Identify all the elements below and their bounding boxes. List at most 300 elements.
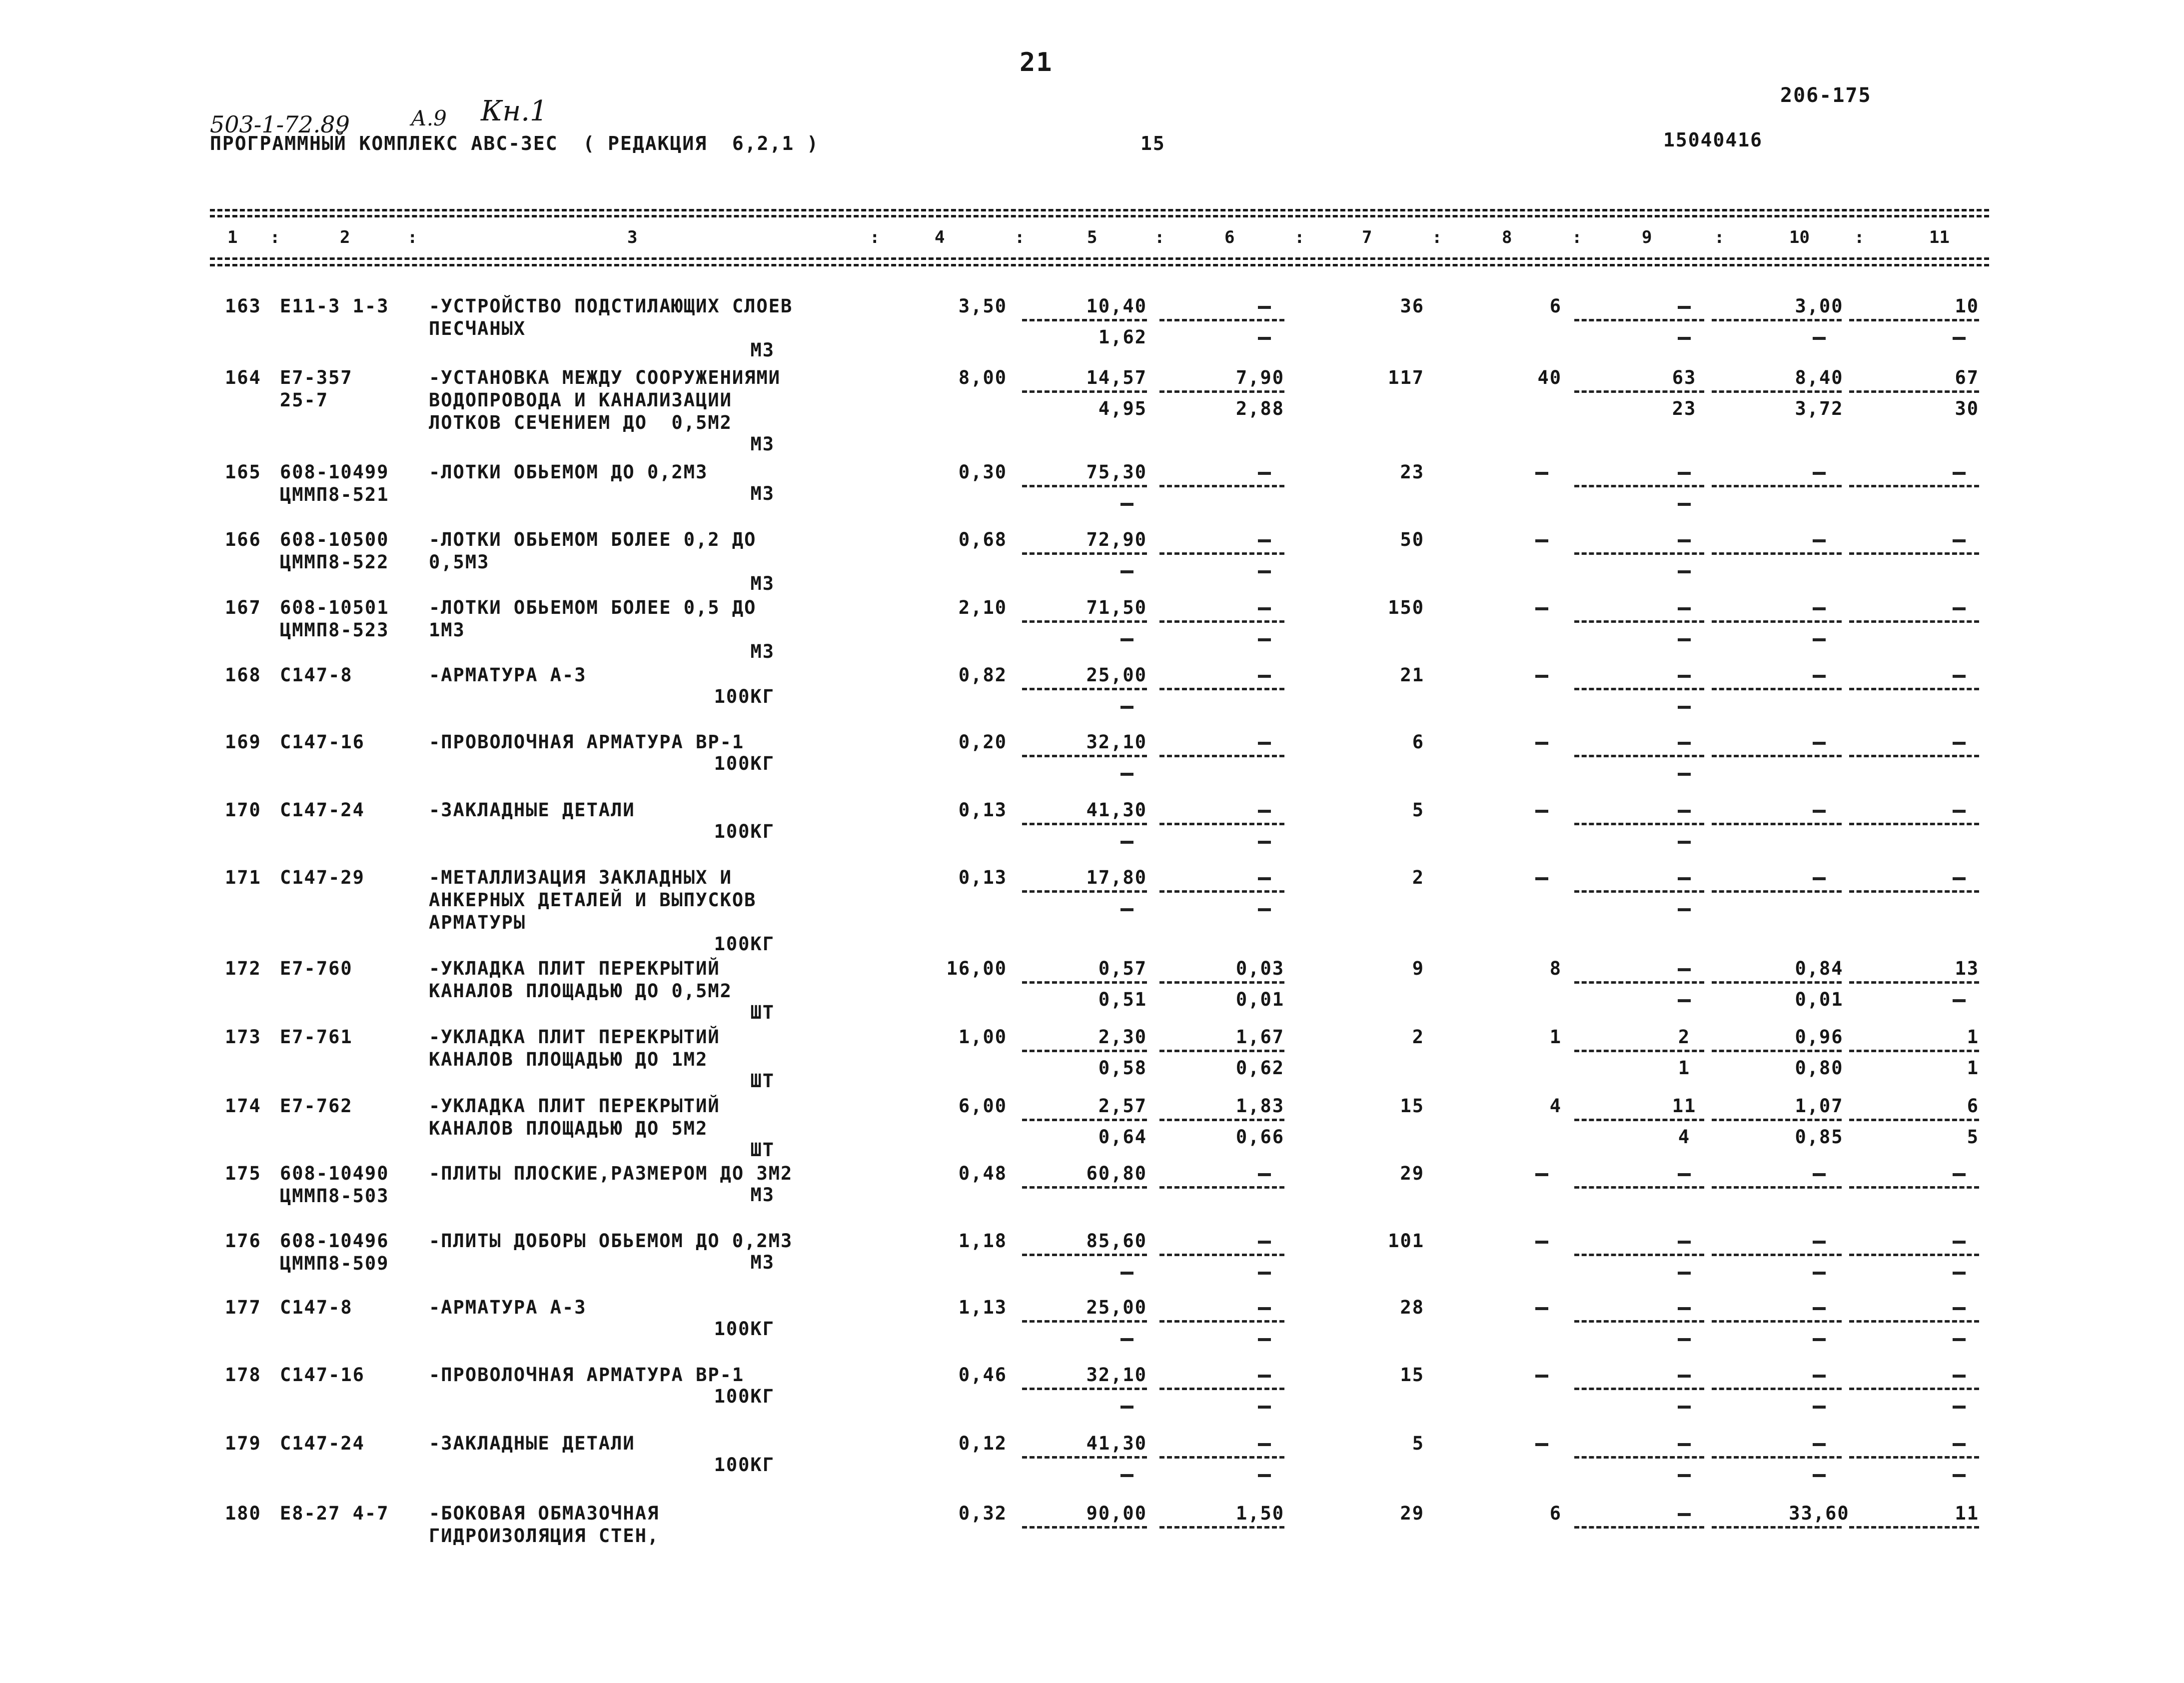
col6-sub-value: 0,66 — [1235, 1126, 1284, 1148]
col10-value: 8,40 — [1795, 367, 1844, 388]
col5-value: 2,30 — [1098, 1026, 1147, 1048]
col6-value: 1,50 — [1235, 1503, 1284, 1524]
value-underline — [1849, 1526, 1979, 1529]
col10-value-dash — [1813, 810, 1826, 813]
norm-code: 608-10499 — [280, 461, 389, 483]
col10-value: 33,60 — [1789, 1503, 1850, 1524]
norm-code: С147-24 — [280, 799, 365, 821]
row-number: 166 — [225, 529, 261, 550]
value-underline — [1159, 1320, 1284, 1323]
norm-code: Е8-27 4-7 — [280, 1503, 389, 1524]
norm-code: Е11-3 1-3 — [280, 295, 389, 317]
value-underline — [1712, 1526, 1842, 1529]
col11-value: 10 — [1955, 295, 1979, 317]
col11-value: 11 — [1955, 1503, 1979, 1524]
value-underline — [1022, 1119, 1147, 1121]
col8-value-dash — [1535, 675, 1548, 678]
col9-value: 2 — [1678, 1026, 1691, 1048]
col8-value-dash — [1535, 1307, 1548, 1310]
value-underline — [1022, 823, 1147, 825]
col11-sub-value-dash — [1953, 1474, 1966, 1477]
col8-value-dash — [1535, 1173, 1548, 1176]
col10-sub-value-dash — [1813, 1474, 1826, 1477]
col10-sub-value-dash — [1813, 337, 1826, 340]
col9-value-dash — [1678, 1443, 1691, 1446]
col8-value: 40 — [1537, 367, 1562, 388]
col4-quantity: 1,13 — [958, 1297, 1007, 1318]
col6-value-dash — [1258, 1173, 1271, 1176]
col8-value: 8 — [1549, 958, 1562, 979]
col10-value-dash — [1813, 539, 1826, 542]
col10-value: 0,84 — [1795, 958, 1844, 979]
col6-sub-value-dash — [1258, 337, 1271, 340]
col5-sub-value-dash — [1120, 1406, 1133, 1409]
unit-of-measure: М3 — [750, 433, 775, 455]
value-underline — [1712, 1254, 1842, 1256]
value-underline — [1022, 1456, 1147, 1459]
col4-quantity: 3,50 — [958, 295, 1007, 317]
col5-value: 10,40 — [1086, 295, 1147, 317]
col9-value-dash — [1678, 607, 1691, 610]
col7-value: 6 — [1412, 731, 1424, 753]
value-underline — [1574, 688, 1704, 690]
col5-value: 17,80 — [1086, 867, 1147, 888]
col4-quantity: 16,00 — [946, 958, 1007, 979]
col9-value-dash — [1678, 1173, 1691, 1176]
col11-value-dash — [1953, 1241, 1966, 1244]
col8-value: 1 — [1549, 1026, 1562, 1048]
col7-value: 21 — [1400, 664, 1424, 686]
col9-value-dash — [1678, 810, 1691, 813]
work-description: КАНАЛОВ ПЛОЩАДЬЮ ДО 5М2 — [429, 1118, 708, 1139]
col4-quantity: 0,68 — [958, 529, 1007, 550]
col9-sub-value-dash — [1678, 638, 1691, 641]
col7-value: 101 — [1388, 1230, 1424, 1252]
col6-value-dash — [1258, 306, 1271, 309]
col9-value-dash — [1678, 1241, 1691, 1244]
col5-value: 32,10 — [1086, 1364, 1147, 1386]
col5-value: 41,30 — [1086, 799, 1147, 821]
col6-value: 1,83 — [1235, 1095, 1284, 1117]
norm-code: 608-10501 — [280, 597, 389, 618]
row-number: 173 — [225, 1026, 261, 1048]
work-description: -УКЛАДКА ПЛИТ ПЕРЕКРЫТИЙ — [429, 958, 720, 979]
column-separator: : — [1015, 227, 1025, 247]
handwritten-code: 503-1-72.89 — [210, 111, 350, 138]
col9-value-dash — [1678, 1513, 1691, 1516]
col9-value-dash — [1678, 877, 1691, 880]
col9-value-dash — [1678, 539, 1691, 542]
col6-value-dash — [1258, 675, 1271, 678]
col5-sub-value: 4,95 — [1098, 398, 1147, 419]
col10-value-dash — [1813, 1241, 1826, 1244]
value-underline — [1574, 1526, 1704, 1529]
header-bottom-rule — [210, 257, 1989, 260]
program-line: ПРОГРАММНЫЙ КОМПЛЕКС АВС-3ЕС ( РЕДАКЦИЯ 6,2,1 ) — [210, 132, 820, 154]
value-underline — [1022, 1254, 1147, 1256]
col7-value: 28 — [1400, 1297, 1424, 1318]
norm-code: ЦММП8-521 — [280, 484, 389, 505]
col10-sub-value-dash — [1813, 1338, 1826, 1341]
value-underline — [1574, 1186, 1704, 1189]
col6-value-dash — [1258, 1375, 1271, 1378]
col11-value-dash — [1953, 810, 1966, 813]
col8-value-dash — [1535, 607, 1548, 610]
col6-value-dash — [1258, 1307, 1271, 1310]
norm-code: 25-7 — [280, 389, 329, 411]
value-underline — [1159, 485, 1284, 487]
value-underline — [1849, 890, 1979, 893]
value-underline — [1022, 688, 1147, 690]
value-underline — [1574, 1254, 1704, 1256]
col10-value-dash — [1813, 472, 1826, 475]
row-number: 167 — [225, 597, 261, 618]
col11-value-dash — [1953, 607, 1966, 610]
value-underline — [1849, 552, 1979, 555]
norm-code: 608-10496 — [280, 1230, 389, 1252]
value-underline — [1849, 390, 1979, 393]
value-underline — [1159, 1050, 1284, 1052]
col11-value-dash — [1953, 877, 1966, 880]
work-description: -ЛОТКИ ОБЬЕМОМ ДО 0,2М3 — [429, 461, 708, 483]
col11-value-dash — [1953, 675, 1966, 678]
column-header-2: 2 — [340, 227, 350, 247]
col6-value-dash — [1258, 472, 1271, 475]
value-underline — [1574, 552, 1704, 555]
col7-value: 29 — [1400, 1503, 1424, 1524]
unit-of-measure: 100КГ — [714, 1454, 775, 1476]
col10-value-dash — [1813, 675, 1826, 678]
norm-code: Е7-760 — [280, 958, 353, 979]
col8-value-dash — [1535, 742, 1548, 745]
column-separator: : — [270, 227, 280, 247]
value-underline — [1022, 485, 1147, 487]
col9-value-dash — [1678, 742, 1691, 745]
col7-value: 150 — [1388, 597, 1424, 618]
col5-sub-value: 0,51 — [1098, 989, 1147, 1010]
col11-sub-value-dash — [1953, 1406, 1966, 1409]
column-header-9: 9 — [1642, 227, 1652, 247]
col6-sub-value: 0,01 — [1235, 989, 1284, 1010]
value-underline — [1849, 1320, 1979, 1323]
work-description: 0,5М3 — [429, 551, 490, 573]
col11-sub-value: 5 — [1967, 1126, 1979, 1148]
value-underline — [1022, 1526, 1147, 1529]
value-underline — [1849, 1254, 1979, 1256]
col10-value-dash — [1813, 742, 1826, 745]
col8-value-dash — [1535, 810, 1548, 813]
col8-value-dash — [1535, 539, 1548, 542]
col5-value: 90,00 — [1086, 1503, 1147, 1524]
col9-sub-value-dash — [1678, 1338, 1691, 1341]
column-header-3: 3 — [627, 227, 638, 247]
col9-value-dash — [1678, 1375, 1691, 1378]
col10-value-dash — [1813, 1307, 1826, 1310]
col5-sub-value-dash — [1120, 773, 1133, 776]
value-underline — [1022, 390, 1147, 393]
col7-value: 23 — [1400, 461, 1424, 483]
col5-sub-value-dash — [1120, 1338, 1133, 1341]
col7-value: 29 — [1400, 1163, 1424, 1184]
col5-sub-value-dash — [1120, 706, 1133, 709]
column-separator: : — [407, 227, 418, 247]
col5-value: 60,80 — [1086, 1163, 1147, 1184]
value-underline — [1574, 1388, 1704, 1390]
norm-code: 608-10500 — [280, 529, 389, 550]
value-underline — [1712, 620, 1842, 623]
col4-quantity: 0,48 — [958, 1163, 1007, 1184]
col4-quantity: 0,20 — [958, 731, 1007, 753]
col6-sub-value-dash — [1258, 1272, 1271, 1275]
norm-code: ЦММП8-509 — [280, 1253, 389, 1274]
row-number: 163 — [225, 295, 261, 317]
col4-quantity: 8,00 — [958, 367, 1007, 388]
col9-sub-value-dash — [1678, 1406, 1691, 1409]
column-header-11: 11 — [1929, 227, 1950, 247]
unit-of-measure: М3 — [750, 1184, 775, 1206]
row-number: 172 — [225, 958, 261, 979]
unit-of-measure: 100КГ — [714, 821, 775, 842]
value-underline — [1712, 755, 1842, 757]
col6-sub-value: 0,62 — [1235, 1057, 1284, 1079]
value-underline — [1712, 552, 1842, 555]
unit-of-measure: М3 — [750, 1252, 775, 1273]
row-number: 170 — [225, 799, 261, 821]
work-description: АНКЕРНЫХ ДЕТАЛЕЙ И ВЫПУСКОВ — [429, 889, 757, 911]
col9-value-dash — [1678, 472, 1691, 475]
col7-value: 36 — [1400, 295, 1424, 317]
row-number: 171 — [225, 867, 261, 888]
col11-sub-value: 1 — [1967, 1057, 1979, 1079]
value-underline — [1712, 981, 1842, 984]
col11-value-dash — [1953, 742, 1966, 745]
value-underline — [1712, 319, 1842, 321]
col9-sub-value-dash — [1678, 503, 1691, 506]
norm-code: ЦММП8-523 — [280, 619, 389, 641]
column-header-5: 5 — [1087, 227, 1097, 247]
col5-value: 72,90 — [1086, 529, 1147, 550]
col11-value-dash — [1953, 1375, 1966, 1378]
col10-value-dash — [1813, 1443, 1826, 1446]
col10-sub-value: 0,80 — [1795, 1057, 1844, 1079]
col6-sub-value-dash — [1258, 1474, 1271, 1477]
value-underline — [1712, 890, 1842, 893]
column-separator: : — [1154, 227, 1165, 247]
col8-value-dash — [1535, 877, 1548, 880]
norm-code: С147-8 — [280, 664, 353, 686]
column-separator: : — [1294, 227, 1305, 247]
col8-value: 4 — [1549, 1095, 1562, 1117]
unit-of-measure: М3 — [750, 641, 775, 662]
value-underline — [1022, 1388, 1147, 1390]
value-underline — [1022, 1320, 1147, 1323]
row-number: 168 — [225, 664, 261, 686]
value-underline — [1849, 688, 1979, 690]
unit-of-measure: М3 — [750, 483, 775, 504]
col11-value: 6 — [1967, 1095, 1979, 1117]
col6-sub-value-dash — [1258, 908, 1271, 911]
value-underline — [1574, 390, 1704, 393]
col10-value-dash — [1813, 877, 1826, 880]
work-description: -УСТАНОВКА МЕЖДУ СООРУЖЕНИЯМИ — [429, 367, 781, 388]
work-description: -АРМАТУРА А-3 — [429, 1297, 587, 1318]
page-number: 21 — [1020, 47, 1053, 77]
norm-code: 608-10490 — [280, 1163, 389, 1184]
value-underline — [1159, 620, 1284, 623]
col11-value-dash — [1953, 1307, 1966, 1310]
col4-quantity: 0,13 — [958, 799, 1007, 821]
value-underline — [1159, 552, 1284, 555]
col10-sub-value-dash — [1813, 1406, 1826, 1409]
value-underline — [1574, 620, 1704, 623]
col4-quantity: 1,00 — [958, 1026, 1007, 1048]
unit-of-measure: ШТ — [750, 1002, 775, 1023]
col7-value: 5 — [1412, 799, 1424, 821]
col6-sub-value-dash — [1258, 1406, 1271, 1409]
col8-value-dash — [1535, 472, 1548, 475]
col8-value-dash — [1535, 1241, 1548, 1244]
value-underline — [1574, 890, 1704, 893]
value-underline — [1159, 319, 1284, 321]
col4-quantity: 0,46 — [958, 1364, 1007, 1386]
unit-of-measure: 100КГ — [714, 933, 775, 955]
col9-value-dash — [1678, 968, 1691, 971]
col6-value-dash — [1258, 877, 1271, 880]
value-underline — [1022, 755, 1147, 757]
norm-code: С147-16 — [280, 1364, 365, 1386]
col8-value: 6 — [1549, 295, 1562, 317]
work-description: 1М3 — [429, 619, 465, 641]
value-underline — [1849, 1186, 1979, 1189]
col10-sub-value-dash — [1813, 1272, 1826, 1275]
col9-sub-value-dash — [1678, 908, 1691, 911]
row-number: 176 — [225, 1230, 261, 1252]
col9-value-dash — [1678, 675, 1691, 678]
col6-sub-value-dash — [1258, 638, 1271, 641]
col10-value: 1,07 — [1795, 1095, 1844, 1117]
value-underline — [1159, 1526, 1284, 1529]
col10-sub-value-dash — [1813, 638, 1826, 641]
work-description: -ПРОВОЛОЧНАЯ АРМАТУРА ВР-1 — [429, 731, 745, 753]
col9-value: 63 — [1672, 367, 1697, 388]
col5-sub-value-dash — [1120, 908, 1133, 911]
col11-value-dash — [1953, 1173, 1966, 1176]
row-number: 169 — [225, 731, 261, 753]
work-description: -ЗАКЛАДНЫЕ ДЕТАЛИ — [429, 1433, 635, 1454]
value-underline — [1022, 1186, 1147, 1189]
norm-code: С147-16 — [280, 731, 365, 753]
value-underline — [1849, 620, 1979, 623]
norm-code: С147-24 — [280, 1433, 365, 1454]
header-bottom-rule-2 — [210, 264, 1989, 266]
col11-value: 1 — [1967, 1026, 1979, 1048]
col9-sub-value-dash — [1678, 570, 1691, 573]
col5-value: 41,30 — [1086, 1433, 1147, 1454]
unit-of-measure: ШТ — [750, 1139, 775, 1161]
col4-quantity: 6,00 — [958, 1095, 1007, 1117]
column-header-7: 7 — [1362, 227, 1372, 247]
value-underline — [1574, 1050, 1704, 1052]
norm-code: ЦММП8-503 — [280, 1185, 389, 1207]
norm-code: Е7-357 — [280, 367, 353, 388]
col6-value-dash — [1258, 607, 1271, 610]
value-underline — [1159, 390, 1284, 393]
col8-value-dash — [1535, 1443, 1548, 1446]
column-header-1: 1 — [227, 227, 238, 247]
top-rule-2 — [210, 215, 1989, 217]
work-description: ВОДОПРОВОДА И КАНАЛИЗАЦИИ — [429, 389, 732, 411]
col9-sub-value-dash — [1678, 337, 1691, 340]
col11-value-dash — [1953, 539, 1966, 542]
column-header-4: 4 — [935, 227, 945, 247]
col6-sub-value-dash — [1258, 1338, 1271, 1341]
col10-value-dash — [1813, 1375, 1826, 1378]
column-header-8: 8 — [1502, 227, 1512, 247]
unit-of-measure: 100КГ — [714, 686, 775, 707]
col6-value-dash — [1258, 1443, 1271, 1446]
value-underline — [1022, 552, 1147, 555]
col6-sub-value-dash — [1258, 841, 1271, 844]
work-description: ГИДРОИЗОЛЯЦИЯ СТЕН, — [429, 1525, 660, 1547]
value-underline — [1849, 755, 1979, 757]
col5-value: 32,10 — [1086, 731, 1147, 753]
value-underline — [1022, 981, 1147, 984]
norm-code: С147-8 — [280, 1297, 353, 1318]
value-underline — [1849, 823, 1979, 825]
work-description: -БОКОВАЯ ОБМАЗОЧНАЯ — [429, 1503, 660, 1524]
value-underline — [1159, 890, 1284, 893]
unit-of-measure: 100КГ — [714, 1318, 775, 1340]
col4-quantity: 0,13 — [958, 867, 1007, 888]
col10-value: 3,00 — [1795, 295, 1844, 317]
value-underline — [1022, 1050, 1147, 1052]
col5-value: 85,60 — [1086, 1230, 1147, 1252]
col10-value-dash — [1813, 1173, 1826, 1176]
column-separator: : — [1854, 227, 1865, 247]
row-number: 165 — [225, 461, 261, 483]
column-separator: : — [1432, 227, 1442, 247]
col5-sub-value-dash — [1120, 1272, 1133, 1275]
col9-sub-value-dash — [1678, 999, 1691, 1002]
value-underline — [1712, 1388, 1842, 1390]
col5-value: 0,57 — [1098, 958, 1147, 979]
col9-sub-value-dash — [1678, 706, 1691, 709]
col4-quantity: 0,82 — [958, 664, 1007, 686]
row-number: 180 — [225, 1503, 261, 1524]
value-underline — [1574, 319, 1704, 321]
col10-value-dash — [1813, 607, 1826, 610]
work-description: -ЛОТКИ ОБЬЕМОМ БОЛЕЕ 0,2 ДО — [429, 529, 757, 550]
col7-value: 117 — [1388, 367, 1424, 388]
col4-quantity: 2,10 — [958, 597, 1007, 618]
col4-quantity: 0,32 — [958, 1503, 1007, 1524]
col10-sub-value: 0,85 — [1795, 1126, 1844, 1148]
column-header-10: 10 — [1789, 227, 1810, 247]
value-underline — [1574, 755, 1704, 757]
value-underline — [1159, 755, 1284, 757]
value-underline — [1159, 1119, 1284, 1121]
row-number: 179 — [225, 1433, 261, 1454]
col11-sub-value: 30 — [1955, 398, 1979, 419]
value-underline — [1022, 890, 1147, 893]
value-underline — [1849, 1388, 1979, 1390]
col7-value: 2 — [1412, 867, 1424, 888]
col6-value-dash — [1258, 742, 1271, 745]
value-underline — [1849, 485, 1979, 487]
col6-value: 1,67 — [1235, 1026, 1284, 1048]
value-underline — [1159, 1186, 1284, 1189]
work-description: -ЗАКЛАДНЫЕ ДЕТАЛИ — [429, 799, 635, 821]
